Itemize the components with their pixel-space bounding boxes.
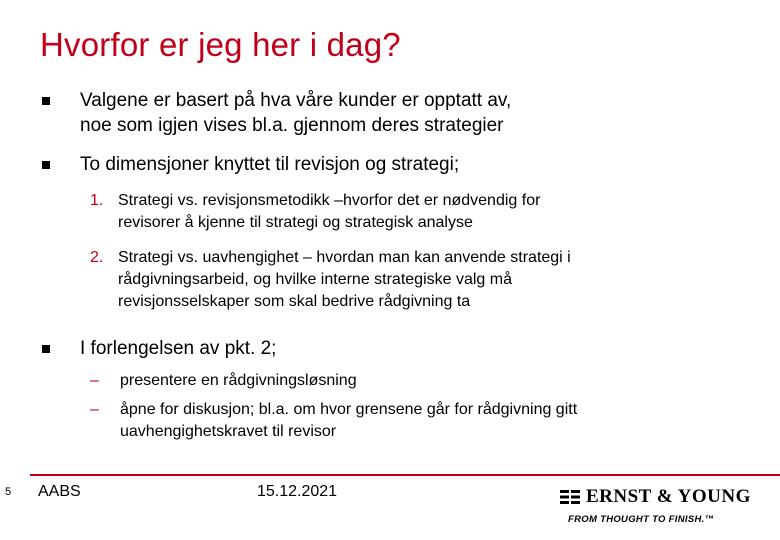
footer-divider (30, 474, 780, 476)
ey-mark-icon (560, 489, 580, 505)
bullet-item (42, 336, 276, 361)
bullet-item (42, 152, 459, 177)
list-marker: – (90, 372, 99, 389)
slide-title: Hvorfor er jeg her i dag? (40, 26, 401, 63)
dash-subitem (90, 370, 357, 392)
square-bullet-icon (42, 345, 50, 353)
bullet-text: To dimensjoner knyttet til revisjon og strategi; (80, 154, 460, 175)
subitem-text: presentere en rådgivningsløsning (120, 372, 357, 389)
square-bullet-icon (42, 97, 50, 105)
ernst-young-logo (560, 486, 760, 530)
footer-left-text: AABS (38, 483, 81, 500)
bullet-text: I forlengelsen av pkt. 2; (80, 338, 277, 359)
numbered-subitem (90, 190, 540, 234)
square-bullet-icon (42, 161, 50, 169)
list-marker: 2. (90, 249, 104, 266)
dash-subitem (90, 399, 577, 443)
numbered-subitem (90, 247, 571, 313)
bullet-text: Valgene er basert på hva våre kunder er opptatt av, noe som igjen vises bl.a. gjennom deres strategier (80, 90, 512, 136)
list-marker: 1. (90, 192, 104, 209)
bullet-item (42, 88, 511, 138)
logo-tagline: FROM THOUGHT TO FINISH.™ (568, 514, 715, 525)
list-marker: – (90, 401, 99, 418)
subitem-text: Strategi vs. uavhengighet – hvordan man kan anvende strategi i rådgivningsarbeid, og hvilke interne strategiske valg må revisjonsselskaper som skal bedrive rådgivning ta (118, 249, 571, 310)
subitem-text: åpne for diskusjon; bl.a. om hvor grensene går for rådgivning gitt uavhengighetskravet til revisor (120, 401, 578, 440)
page-number: 5 (5, 486, 12, 498)
footer-date: 15.12.2021 (257, 483, 338, 500)
logo-name: ERNST & YOUNG (586, 486, 751, 507)
subitem-text: Strategi vs. revisjonsmetodikk –hvorfor det er nødvendig for revisorer å kjenne til strategi og strategisk analyse (118, 192, 541, 231)
